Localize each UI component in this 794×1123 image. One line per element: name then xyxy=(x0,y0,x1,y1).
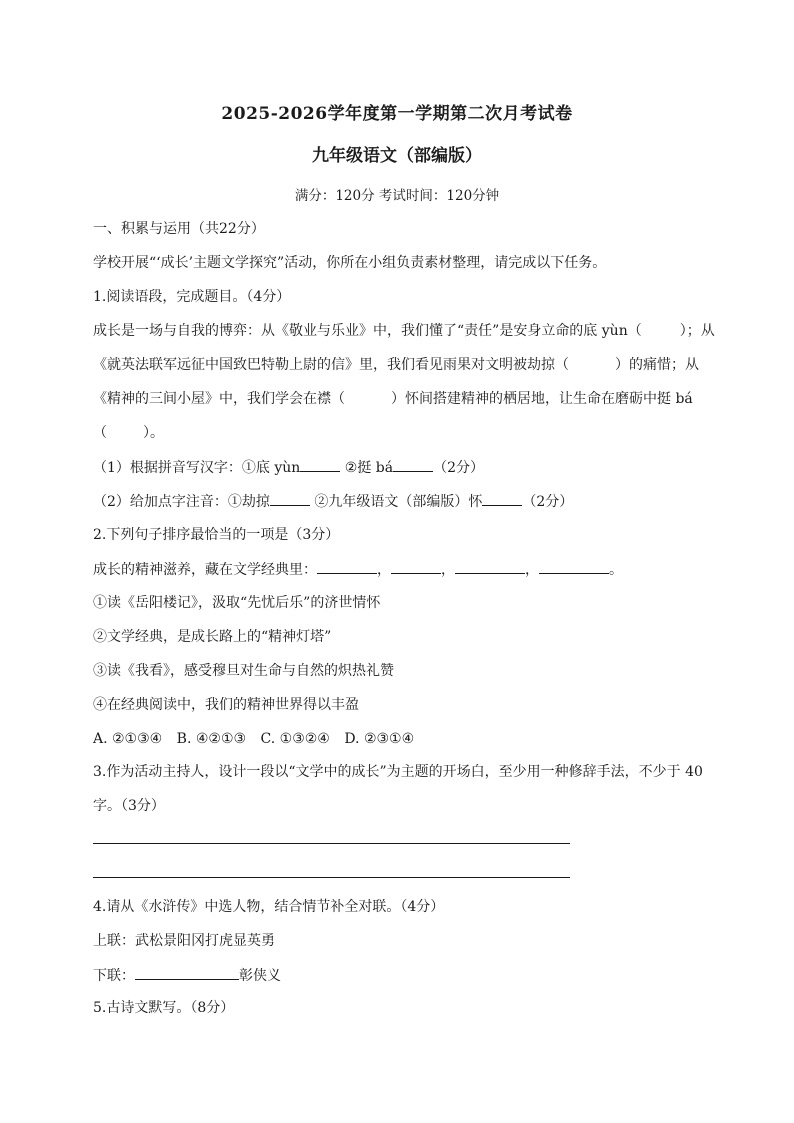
question-2-item: ④在经典阅读中，我们的精神世界得以丰盈 xyxy=(93,697,359,713)
section-intro: 学校开展“‘成长’主题文学探究”活动，你所在小组负责素材整理，请完成以下任务。 xyxy=(93,255,607,271)
exam-meta: 满分：120分 考试时间：120分钟 xyxy=(294,188,500,204)
answer-blank[interactable] xyxy=(270,491,310,506)
exam-title: 2025-2026学年度第一学期第二次月考试卷 xyxy=(221,104,573,124)
question-2-title: 2.下列句子排序最恰当的一项是（3分） xyxy=(93,527,340,543)
answer-blank[interactable] xyxy=(135,965,239,980)
question-1-passage-line: （ ）。 xyxy=(93,425,164,441)
question-1-passage-line: 《精神的三间小屋》中，我们学会在襟（ ）怀间搭建精神的栖居地，让生命在磨砺中挺 bá xyxy=(93,391,693,407)
section-heading: 一、积累与运用（共22分） xyxy=(93,221,265,237)
question-1-sub-2: （2）给加点字注音：①劫掠 ②九年级语文（部编版）怀 （2分） xyxy=(93,491,714,512)
question-1-sub-1: （1）根据拼音写汉字：①底 yùn ②挺 bá （2分） xyxy=(93,457,714,478)
answer-blank[interactable] xyxy=(317,559,377,574)
answer-line[interactable] xyxy=(93,843,570,844)
question-4-title: 4.请从《水浒传》中选人物，结合情节补全对联。（4分） xyxy=(93,899,445,915)
answer-blank[interactable] xyxy=(482,491,522,506)
answer-line[interactable] xyxy=(93,877,570,878)
option-c[interactable]: C. ①③②④ xyxy=(260,731,330,747)
couplet-lower: 下联： 彰侠义 xyxy=(93,965,714,986)
answer-blank[interactable] xyxy=(455,559,525,574)
answer-blank[interactable] xyxy=(393,457,433,472)
question-3-title: 3.作为活动主持人，设计一段以“文学中的成长”为主题的开场白，至少用一种修辞手法，不少于 40 xyxy=(93,764,703,780)
question-1-title: 1.阅读语段，完成题目。（4分） xyxy=(93,289,291,305)
question-2-item: ②文学经典，是成长路上的“精神灯塔” xyxy=(93,629,332,645)
question-5-title: 5.古诗文默写。（8分） xyxy=(93,1000,235,1016)
question-2-options xyxy=(93,729,714,749)
option-b[interactable]: B. ④②①③ xyxy=(176,731,247,747)
option-a[interactable]: A. ②①③④ xyxy=(93,731,163,747)
question-1-passage-line: 《就英法联军远征中国致巴特勒上尉的信》里，我们看见雨果对文明被劫掠（ ）的痛惜；从 xyxy=(93,357,699,373)
option-d[interactable]: D. ②③①④ xyxy=(344,731,415,747)
answer-blank[interactable] xyxy=(391,559,441,574)
question-2-stem: 成长的精神滋养，藏在文学经典里： ， ， ， 。 xyxy=(93,559,714,580)
answer-blank[interactable] xyxy=(539,559,609,574)
exam-subtitle: 九年级语文（部编版） xyxy=(312,146,482,166)
couplet-upper: 上联：武松景阳冈打虎显英勇 xyxy=(93,933,275,949)
question-2-item: ③读《我看》，感受穆旦对生命与自然的炽热礼赞 xyxy=(93,663,394,679)
question-2-item: ①读《岳阳楼记》，汲取“先忧后乐”的济世情怀 xyxy=(93,595,381,611)
answer-blank[interactable] xyxy=(300,457,340,472)
question-1-passage-line: 成长是一场与自我的博弈：从《敬业与乐业》中，我们懂了“责任”是安身立命的底 yùn（ ）；从 xyxy=(93,323,715,339)
question-3-title-cont: 字。（3分） xyxy=(93,798,165,814)
